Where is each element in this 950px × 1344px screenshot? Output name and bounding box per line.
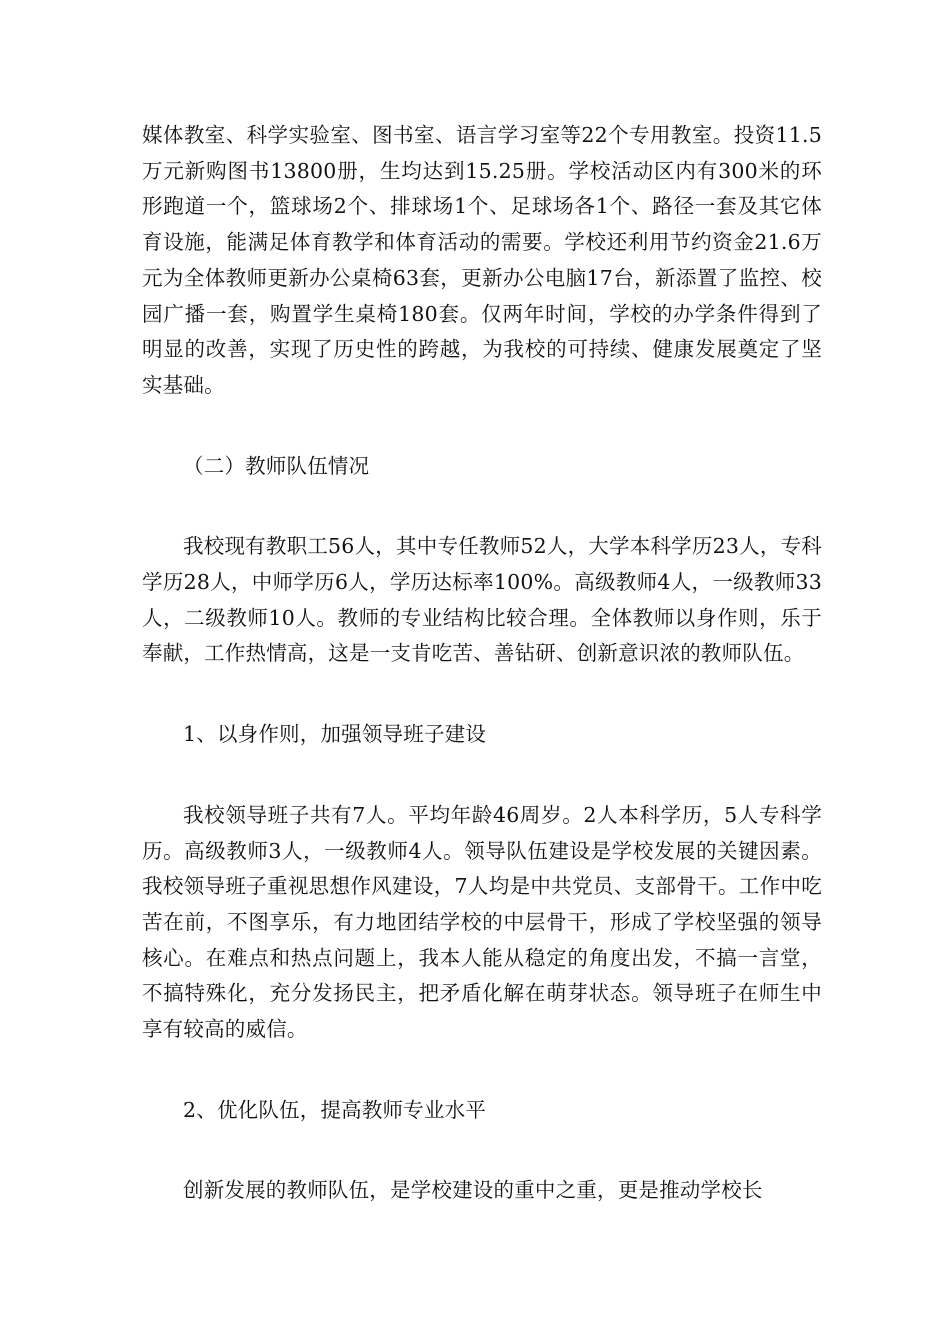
paragraph-optimize: 创新发展的教师队伍，是学校建设的重中之重，更是推动学校长: [183, 1178, 763, 1203]
paragraph-teachers: 我校现有教职工56人，其中专任教师52人，大学本科学历23人，专科学历28人，中师学历6人，学历达标率100%。高级教师4人，一级教师33人，二级教师10人。教师的专业结构比较合理。全体教师以身作则，乐于奉献，工作热情高，这是一支肯吃苦、善钻研、创新意识浓的教师队伍。: [142, 534, 822, 666]
section-heading-optimize: 2、优化队伍，提高教师专业水平: [183, 1097, 487, 1122]
section-heading-teachers: （二）教师队伍情况: [183, 453, 370, 478]
paragraph-facilities: 媒体教室、科学实验室、图书室、语言学习室等22个专用教室。投资11.5万元新购图书13800册，生均达到15.25册。学校活动区内有300米的环形跑道一个，篮球场2个、排球场1个、足球场各1个、路径一套及其它体育设施，能满足体育教学和体育活动的需要。学校还利用节约资金21.6万元为全体教师更新办公桌椅63套，更新办公电脑17台，新添置了监控、校园广播一套，购置学生桌椅180套。仅两年时间，学校的办学条件得到了明显的改善，实现了历史性的跨越，为我校的可持续、健康发展奠定了坚实基础。: [142, 123, 822, 397]
paragraph-leadership: 我校领导班子共有7人。平均年龄46周岁。2人本科学历，5人专科学历。高级教师3人，一级教师4人。领导队伍建设是学校发展的关键因素。我校领导班子重视思想作风建设，7人均是中共党员、支部骨干。工作中吃苦在前，不图享乐，有力地团结学校的中层骨干，形成了学校坚强的领导核心。在难点和热点问题上，我本人能从稳定的角度出发，不搞一言堂，不搞特殊化，充分发扬民主，把矛盾化解在萌芽状态。领导班子在师生中享有较高的威信。: [142, 802, 822, 1042]
section-heading-leadership: 1、以身作则，加强领导班子建设: [183, 722, 487, 747]
document-body: [142, 118, 822, 1209]
